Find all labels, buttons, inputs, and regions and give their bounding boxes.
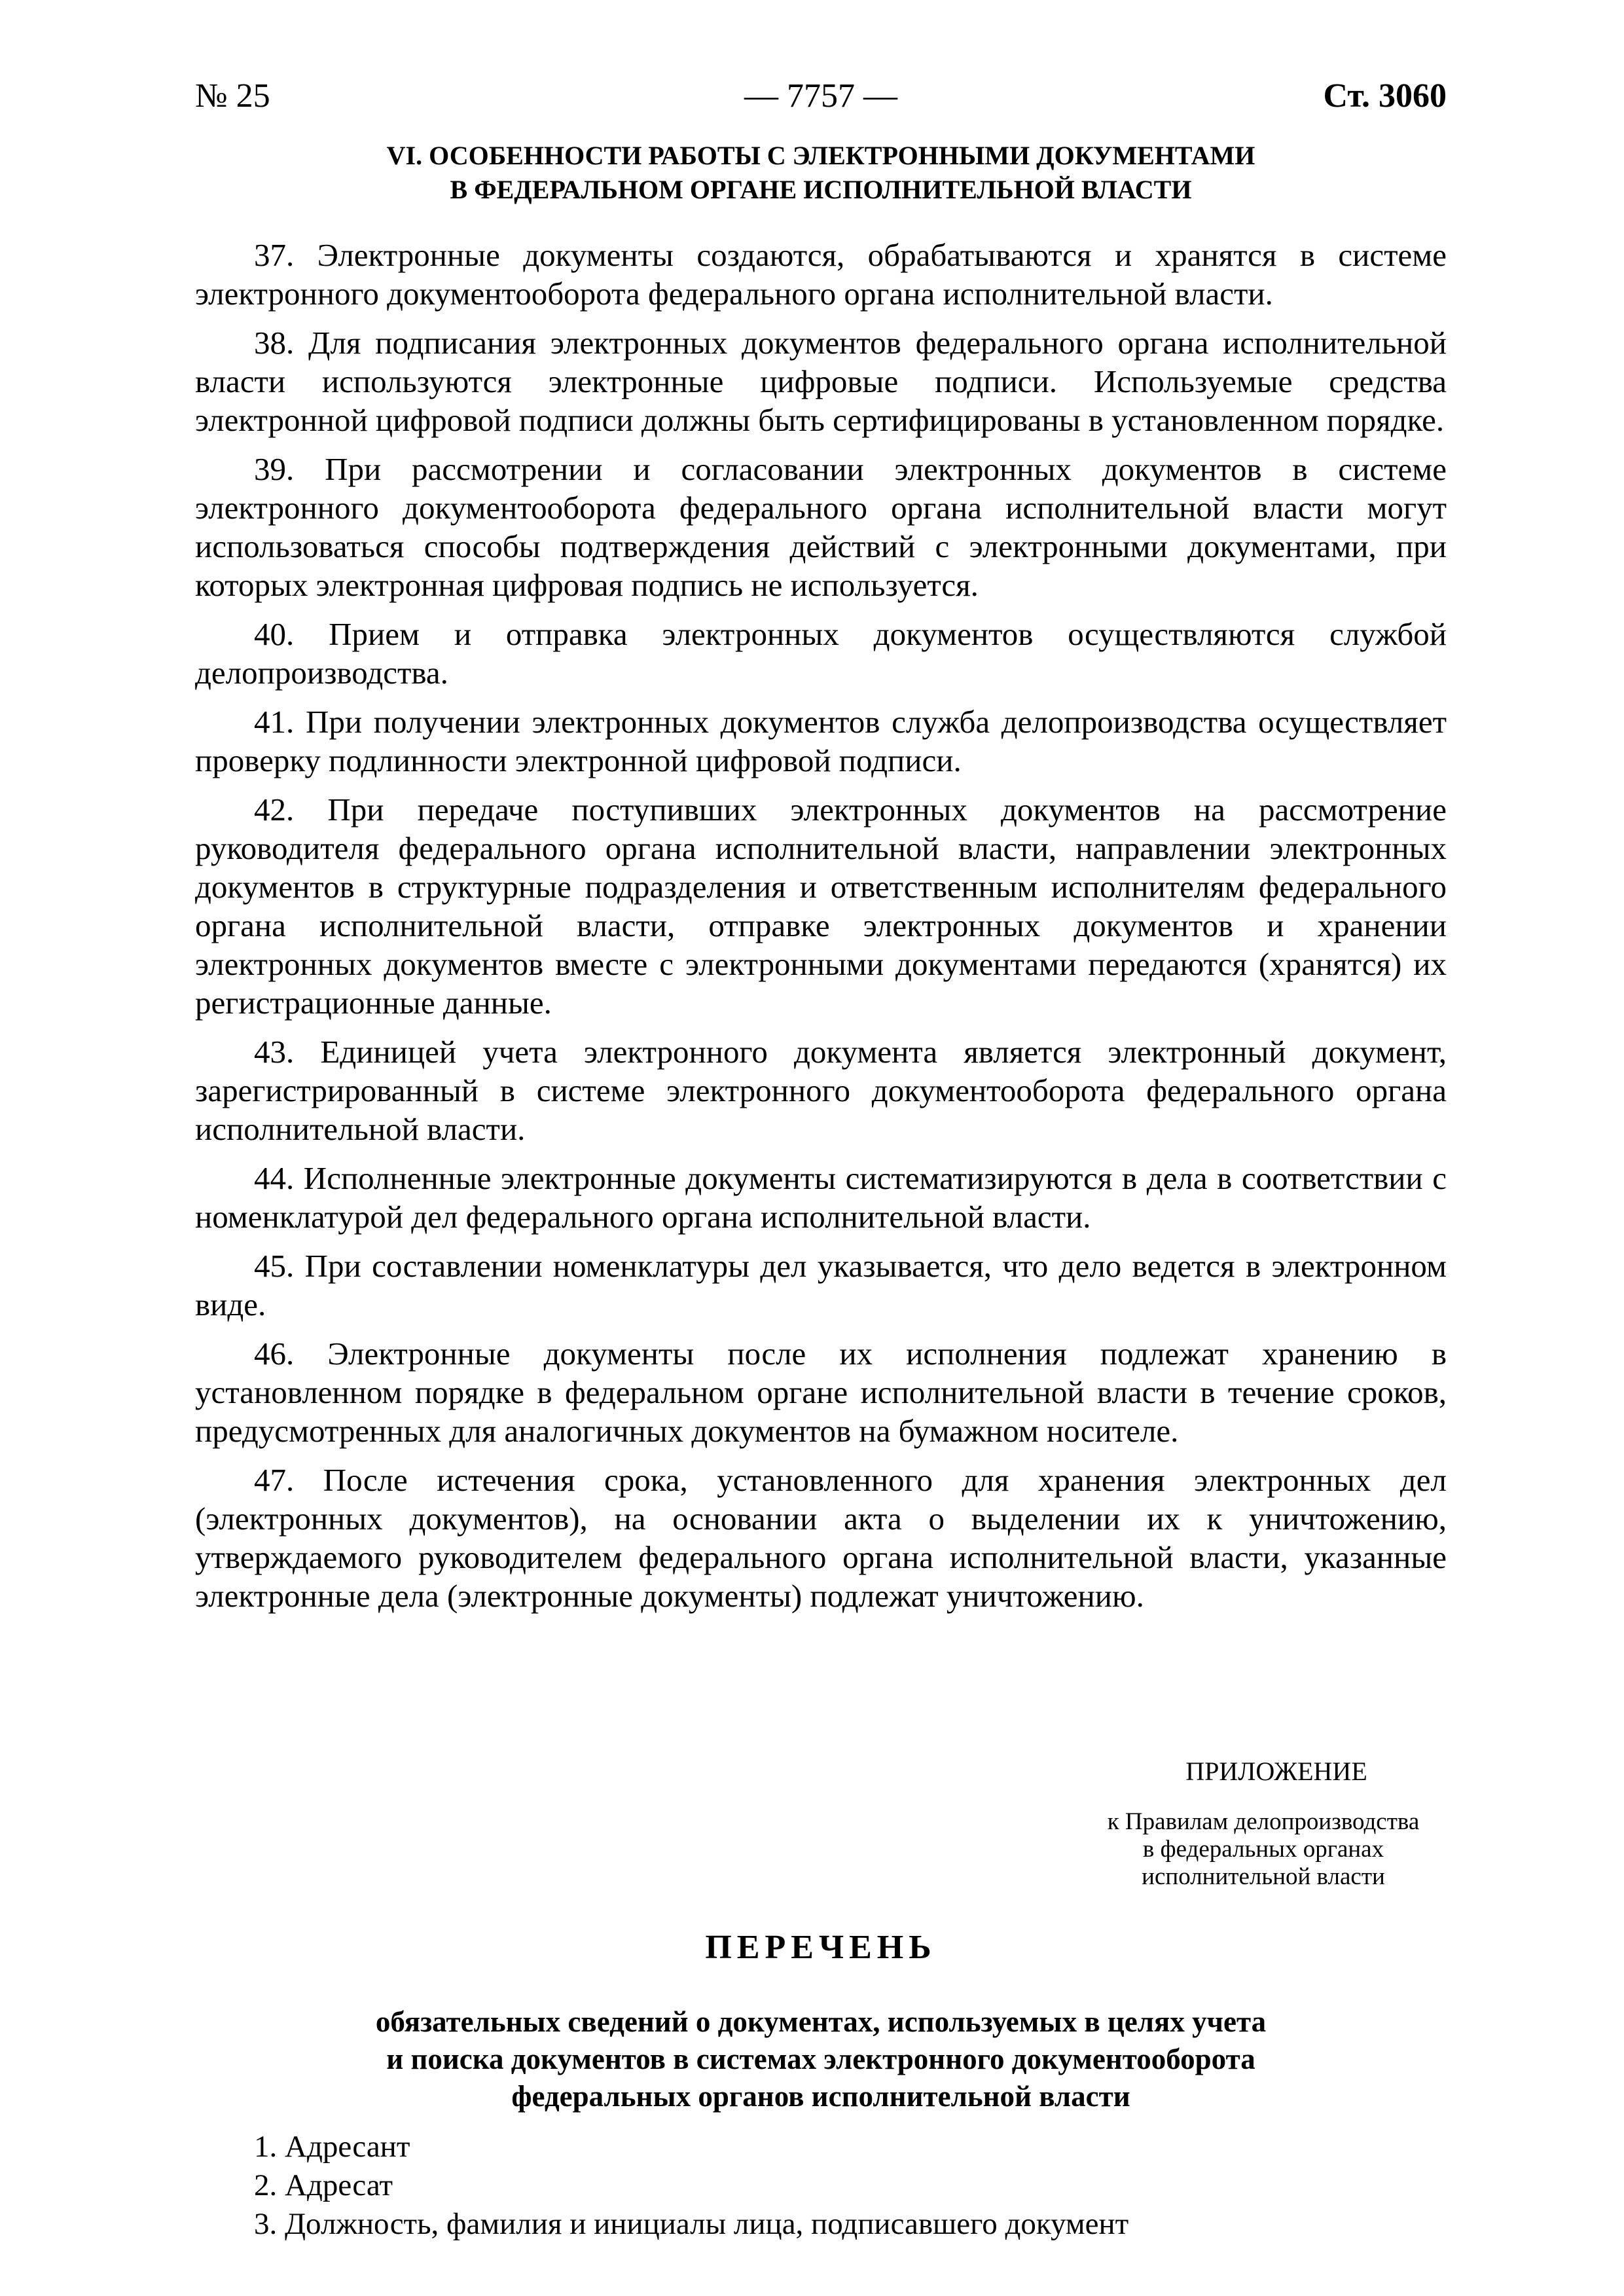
page-number: — 7757 — — [744, 77, 897, 115]
section-title-line: VI. ОСОБЕННОСТИ РАБОТЫ С ЭЛЕКТРОННЫМИ ДОКУМЕНТАМИ — [386, 141, 1255, 170]
body-text — [195, 236, 1447, 1626]
list-items — [254, 2128, 1432, 2244]
section-title-line: В ФЕДЕРАЛЬНОМ ОРГАНЕ ИСПОЛНИТЕЛЬНОЙ ВЛАСТИ — [450, 175, 1192, 204]
paragraph-39: 39. При рассмотрении и согласовании электронных документов в системе электронного документооборота федерального органа исполнительной власти могут использоваться способы подтверждения действий с электронными документами, при которых электронная цифровая подпись не используется. — [195, 451, 1447, 603]
appendix-block — [1080, 1755, 1447, 1891]
list-subtitle — [195, 2003, 1447, 2115]
issue-number: № 25 — [195, 77, 270, 115]
section-title — [195, 139, 1447, 207]
list-title: ПЕРЕЧЕНЬ — [705, 1929, 937, 1966]
list-item: 2. Адресат — [254, 2168, 393, 2202]
paragraph-46: 46. Электронные документы после их исполнения подлежат хранению в установленном порядке в федеральном органе исполнительной власти в течение сроков, предусмотренных для аналогичных документов на бумажном носителе. — [195, 1336, 1447, 1449]
appendix-note-line: к Правилам делопроизводства — [1107, 1808, 1420, 1835]
paragraph-44: 44. Исполненные электронные документы систематизируются в дела в соответствии с номенклатурой дел федерального органа исполнительной власти. — [195, 1160, 1447, 1235]
appendix-note-line: в федеральных органах — [1142, 1836, 1384, 1863]
paragraph-43: 43. Единицей учета электронного документа является электронный документ, зарегистрированный в системе электронного документооборота федерального органа исполнительной власти. — [195, 1034, 1447, 1147]
list-subtitle-line: федеральных органов исполнительной власти — [511, 2080, 1130, 2113]
appendix-note-line: исполнительной власти — [1142, 1863, 1385, 1890]
paragraph-47: 47. После истечения срока, установленного для хранения электронных дел (электронных документов), на основании акта о выделении их к уничтожению, утверждаемого руководителем федерального органа исполнительной власти, указанные электронные дела (электронные документы) подлежат уничтожению. — [195, 1462, 1447, 1614]
list-item: 1. Адресант — [254, 2130, 410, 2164]
list-subtitle-line: обязательных сведений о документах, используемых в целях учета — [375, 2005, 1267, 2038]
paragraph-37: 37. Электронные документы создаются, обрабатываются и хранятся в системе электронного документооборота федерального органа исполнительной власти. — [195, 237, 1447, 312]
paragraph-45: 45. При составлении номенклатуры дел указывается, что дело ведется в электронном виде. — [195, 1248, 1447, 1322]
page-header — [195, 73, 1447, 119]
article-number: Ст. 3060 — [1323, 77, 1447, 115]
paragraph-42: 42. При передаче поступивших электронных документов на рассмотрение руководителя федерального органа исполнительной власти, направлении электронных документов в структурные подразделения и ответственным исполнителям федерального органа исполнительной власти, отправке электронных документов и хранении электронных документов вместе с электронными документами передаются (хранятся) их регистрационные данные. — [195, 792, 1447, 1021]
list-item: 3. Должность, фамилия и инициалы лица, подписавшего документ — [254, 2207, 1129, 2241]
appendix-label: ПРИЛОЖЕНИЕ — [1185, 1757, 1367, 1786]
paragraph-38: 38. Для подписания электронных документов федерального органа исполнительной власти используются электронные цифровые подписи. Используемые средства электронной цифровой подписи должны быть сертифицированы в установленном порядке. — [195, 325, 1447, 438]
paragraph-40: 40. Прием и отправка электронных документов осуществляются службой делопроизводства. — [195, 616, 1447, 691]
paragraph-41: 41. При получении электронных документов служба делопроизводства осуществляет проверку подлинности электронной цифровой подписи. — [195, 704, 1447, 778]
list-subtitle-line: и поиска документов в системах электронного документооборота — [386, 2043, 1255, 2075]
